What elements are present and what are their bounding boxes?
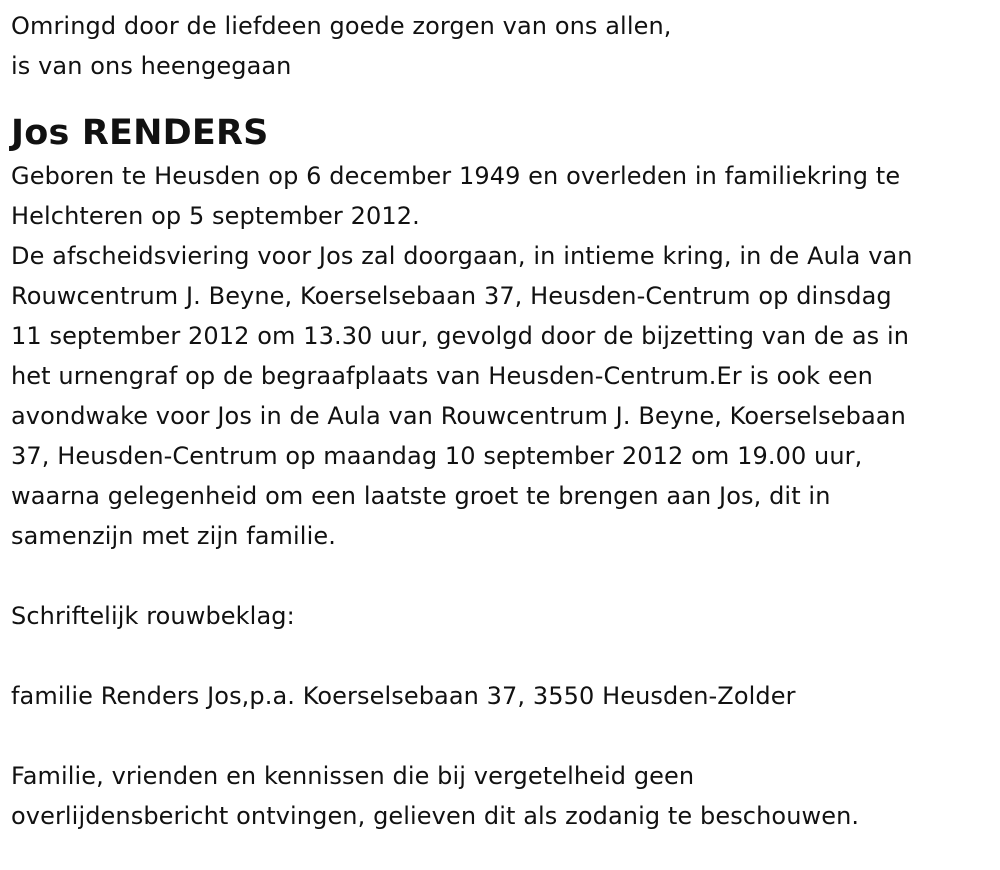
body-line: 11 september 2012 om 13.30 uur, gevolgd door de bijzetting van de as in (11, 322, 910, 350)
body-line: het urnengraf op de begraafplaats van Heusden-Centrum.Er is ook een (11, 362, 873, 390)
body-line: avondwake voor Jos in de Aula van Rouwcentrum J. Beyne, Koerselsebaan (11, 402, 906, 430)
closing-text (11, 756, 1000, 836)
intro-line: Omringd door de liefdeen goede zorgen van ons allen, (11, 12, 672, 40)
notice-body (11, 156, 1000, 556)
condolences-address: familie Renders Jos,p.a. Koerselsebaan 37, 3550 Heusden-Zolder (11, 682, 796, 710)
body-line: samenzijn met zijn familie. (11, 522, 336, 550)
intro-text (11, 6, 1000, 86)
body-line: De afscheidsviering voor Jos zal doorgaan, in intieme kring, in de Aula van (11, 242, 913, 270)
blank-line (11, 636, 1000, 676)
body-line: Rouwcentrum J. Beyne, Koerselsebaan 37, Heusden-Centrum op dinsdag (11, 282, 892, 310)
body-line: waarna gelegenheid om een laatste groet te brengen aan Jos, dit in (11, 482, 831, 510)
blank-line (11, 556, 1000, 596)
closing-line: overlijdensbericht ontvingen, gelieven dit als zodanig te beschouwen. (11, 802, 860, 830)
blank-line (11, 716, 1000, 756)
body-line: Geboren te Heusden op 6 december 1949 en overleden in familiekring te (11, 162, 901, 190)
body-line: Helchteren op 5 september 2012. (11, 202, 420, 230)
deceased-name: Jos RENDERS (11, 113, 269, 153)
body-line: 37, Heusden-Centrum op maandag 10 september 2012 om 19.00 uur, (11, 442, 863, 470)
condolences-label: Schriftelijk rouwbeklag: (11, 602, 295, 630)
intro-line: is van ons heengegaan (11, 52, 292, 80)
closing-line: Familie, vrienden en kennissen die bij vergetelheid geen (11, 762, 695, 790)
